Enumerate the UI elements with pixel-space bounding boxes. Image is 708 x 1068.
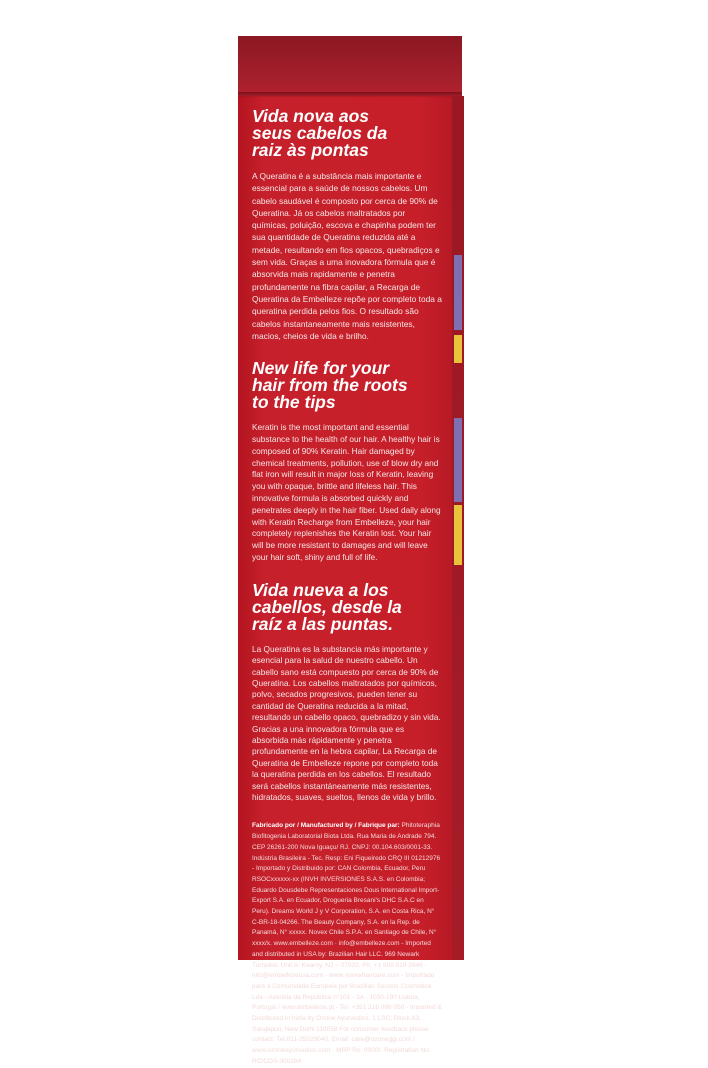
english-heading: New life for your hair from the roots to the tips xyxy=(252,358,408,413)
panel-text-content xyxy=(252,108,442,1068)
portuguese-heading: Vida nova aos seus cabelos da raiz às pontas xyxy=(252,106,388,160)
purple-stripe xyxy=(454,418,462,502)
manufacturer-info xyxy=(252,821,442,1067)
yellow-stripe xyxy=(454,335,462,363)
spanish-body: La Queratina es la substancia más importante y esencial para la salud de nuestro cabello. Un cabello sano está compuesto por cerca de 90% de Queratina. Los cabellos maltratados por químicos, polvo, secados progresivos, pueden tener su cantidad de Queratina reducida a la mitad, resultando un cabello opaco, quebradizo y sin vida. Gracias a una innovadora fórmula que es absorbida más rápidamente y penetra profundamente en la hebra capilar, La Recarga de Queratina de Embelleze repone por completo toda la queratina perdida en los cabellos. El resultado será cabellos instantáneamente más resistentes, hidratados, suaves, sueltos, llenos de vida y brillo. xyxy=(252,643,441,802)
portuguese-body: A Queratina é a substância mais importante e essencial para a saúde de nossos cabelos. Um cabelo saudável é composto por cerca de 90% de Queratina. Já os cabelos maltratados por químicas, poluição, escova e chapinha podem ter sua quantidade de Queratina reduzida até a metade, resultando em fios opacos, quebradiços e sem vida. Graças a uma inovadora fórmula que é absorvida mais rapidamente e penetra profundamente na fibra capilar, a Recarga de Queratina da Embelleze repõe por completo toda a queratina perdida pelos fios. O resultado são cabelos instantaneamente mais resistentes, macios, cheios de vida e brilho. xyxy=(252,171,442,341)
yellow-stripe xyxy=(454,505,462,565)
purple-stripe xyxy=(454,255,462,330)
manufacturer-label: Fabricado por / Manufactured by / Fabrique par: xyxy=(252,822,400,830)
english-body: Keratin is the most important and essential substance to the health of our hair. A healthy hair is composed of 90% Keratin. Hair damaged by chemical treatments, pollution, use of blow dry and flat iron will result in major loss of Keratin, leaving you with opaque, brittle and lifeless hair. This innovative formula is absorbed quickly and penetrates deeply in the hair fiber. Used daily along with Keratin Recharge from Embelleze, your hair completely replenishes the Keratin lost. Your hair will be more resistant to damages and will leave your hair soft, shiny and full of life. xyxy=(252,422,441,562)
lid-shadow xyxy=(238,92,462,98)
manufacturer-text: Phitoteraphia Biofitogenia Laboratorial Biota Ltda. Rua Maria de Andrade 794. CEP 26261-200 Nova Iguaçu/ RJ. CNPJ: 00.104.603/0001-33. Indústria Brasileira - Tec. Resp: Eni Fiqueiredo CRQ III 01212976 - Importado y Distribuido por: CAN Colombia, Ecuador, Peru RSOCxxxxxx-xx (INVH INVERSIONES S.A.S. en Colombia; Eduardo Dousdebe Representaciones Dous International Import-Export S.A. en Ecuador, Drogueria Bresani's DHC S.A.C en Peru). Dreams World J y V Corporation, S.A. en Costa Rica, N° C-BR-18-04266. The Beauty Company, S.A. en la Rep. de Panamá, N° xxxxx. Novex Chile S.P.A. en Santiago de Chile, N° xxxx/x. www.embelleze.com · info@embelleze.com - Imported and distributed in USA by: Brazilian Hair LLC. 969 Newark Turnpike, Unit A. Kearny, NJ – 07032. Ph: +1 800 519 2946 - info@embellezeusa.com - www.novexhaircare.com - Importado para a Comunidade Europeia por Brazilian Secrets Cosmetica Lda - Avenida da República n°101 - 3A - 1050-190 Lisboa, Portugal / www.embelleze.pt - Tel: +351 216 096 050 - Imported & Distributed in India by Ozone Ayurvedics, 1 LSC, Block A3, Sarajkpuri, New Delhi 110058 For consumer feedback please contact: Tel.011-25529040, Email: care@ozoneggi.com / www.ozoneayurvedics.com - MRP Rs. 0000/- Registration No: RC/COS-000284 xyxy=(252,822,442,1065)
box-top-lid xyxy=(238,36,462,96)
spanish-heading: Vida nueva a los cabellos, desde la raíz a las puntas. xyxy=(252,579,402,634)
